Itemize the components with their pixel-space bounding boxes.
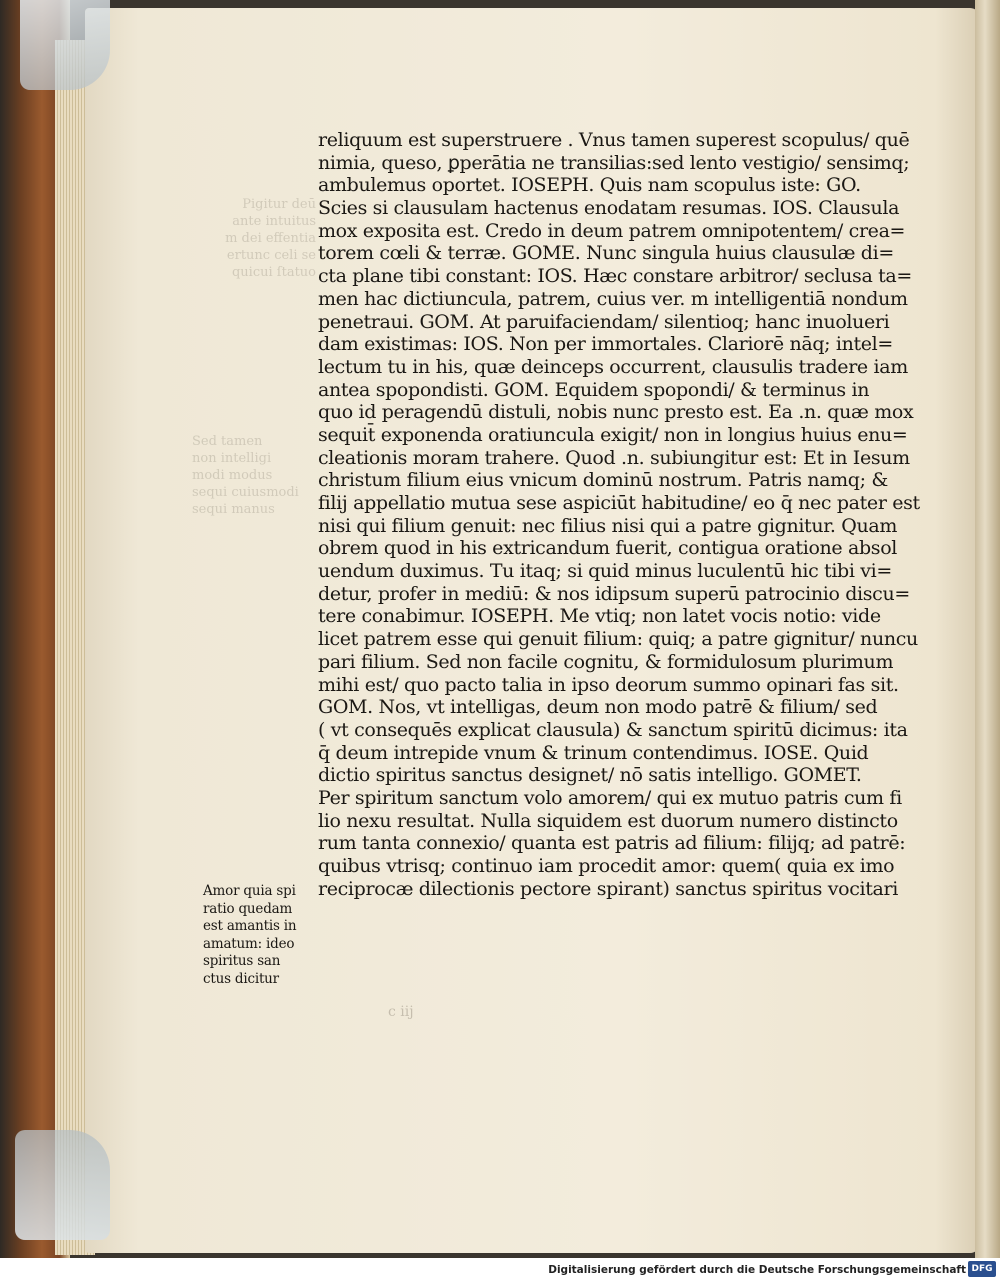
text-line: lio nexu resultat. Nulla siquidem est duorum numero distincto <box>318 809 898 832</box>
text-line: sequit̄ exponenda oratiuncula exigit/ non in longius huius enu= <box>318 423 908 446</box>
show-through-text-top: Pigitur deū ante intuitus m dei effentia ertunc celi se quicui ſtatuo <box>225 197 316 280</box>
text-line: cta plane tibi constant: IOS. Hæc constare arbitror/ seclusa ta= <box>318 265 912 288</box>
show-through-text-middle: Sed tamen non intelligi modi modus sequi cuiusmodi sequi manus <box>192 434 299 517</box>
text-line: Per spiritum sanctum volo amorem/ qui ex mutuo patris cum fi <box>318 786 902 809</box>
text-line: ambulemus oportet. IOSEPH. Quis nam scopulus iste: GO. <box>318 174 861 197</box>
text-line: dictio spiritus sanctus designet/ nō satis intelligo. GOMET. <box>318 764 862 787</box>
text-line: quo id peragendū distuli, nobis nunc presto est. Ea .n. quæ mox <box>318 401 914 424</box>
margin-note-line: Amor quia spi <box>203 883 296 899</box>
text-line: GOM. Nos, vt intelligas, deum non modo patrē & filium/ sed <box>318 696 878 719</box>
text-line: reciprocæ dilectionis pectore spirant) sanctus spiritus vocitari <box>318 877 898 900</box>
footer-credit: Digitalisierung gefördert durch die Deutsche Forschungsgemeinschaft <box>548 1264 966 1276</box>
signature-mark: c iij <box>388 1004 414 1020</box>
page-holder-clip-bottom <box>15 1130 110 1240</box>
text-line: antea spopondisti. GOM. Equidem spopondi/ & terminus in <box>318 378 870 401</box>
margin-note-line: ratio quedam <box>203 900 293 917</box>
text-line: mihi est/ quo pacto talia in ipso deorum summo opinari fas sit. <box>318 673 899 696</box>
text-line: lectum tu in his, quæ deinceps occurrent, clausulis tradere iam <box>318 355 908 378</box>
text-line: reliquum est superstruere . Vnus tamen superest scopulus/ quē <box>318 129 910 151</box>
margin-note-line: ctus dicitur <box>203 970 279 987</box>
text-line: mox exposita est. Credo in deum patrem omnipotentem/ crea= <box>318 219 906 242</box>
dfg-logo-icon: DFG <box>968 1261 996 1277</box>
text-line: pari filium. Sed non facile cognitu, & formidulosum plurimum <box>318 650 894 673</box>
text-line: nisi qui filium genuit: nec filius nisi qui a patre gignitur. Quam <box>318 514 898 537</box>
text-line: cleationis moram trahere. Quod .n. subiungitur est: Et in Iesum <box>318 446 910 469</box>
text-line: rum tanta connexio/ quanta est patris ad filium: filijq; ad patrē: <box>318 832 906 855</box>
text-line: quibus vtrisq; continuo iam procedit amor: quem( quia ex imo <box>318 855 895 877</box>
text-line: men hac dictiuncula, patrem, cuius ver. m intelligentiā nondum <box>318 287 908 310</box>
text-line: uendum duximus. Tu itaq; si quid minus luculentū hic tibi vi= <box>318 560 892 583</box>
text-line: obrem quod in his extricandum fuerit, contigua oratione absol <box>318 537 898 560</box>
text-line: detur, profer in mediū: & nos idipsum superū patrocinio discu= <box>318 582 910 605</box>
text-line: torem cœli & terræ. GOME. Nunc singula huius clausulæ di= <box>318 242 894 265</box>
text-line: christum filium eius vnicum dominū nostrum. Patris namq; & <box>318 469 888 492</box>
text-line: ( vt consequēs explicat clausula) & sanctum spiritū dicimus: ita <box>318 718 908 741</box>
marginal-note <box>203 883 318 988</box>
text-line: licet patrem esse qui genuit filium: quiq; a patre gignitur/ nuncu <box>318 628 918 651</box>
text-line: tere conabimur. IOSEPH. Me vtiq; non latet vocis notio: vide <box>318 605 881 628</box>
text-line: dam existimas: IOS. Non per immortales. Clariorē nāq; intel= <box>318 333 893 356</box>
margin-note-line: amatum: ideo <box>203 935 295 952</box>
text-line: Scies si clausulam hactenus enodatam resumas. IOS. Clausula <box>318 197 900 220</box>
text-line: penetraui. GOM. At paruifaciendam/ silentioq; hanc inuolueri <box>318 310 890 333</box>
text-line: nimia, queso, ꝑperātia ne transilias:sed lento vestigio/ sensimq; <box>318 151 910 174</box>
margin-note-line: spiritus san <box>203 953 281 969</box>
text-line: q̄ deum intrepide vnum & trinum contendimus. IOSE. Quid <box>318 741 869 764</box>
body-text-block <box>318 129 978 900</box>
page-holder-clip-top <box>20 0 110 90</box>
facing-page-edge <box>975 0 1000 1258</box>
text-line: filij appellatio mutua sese aspiciūt habitudine/ eo q̄ nec pater est <box>318 492 920 514</box>
margin-note-line: est amantis in <box>203 918 297 934</box>
